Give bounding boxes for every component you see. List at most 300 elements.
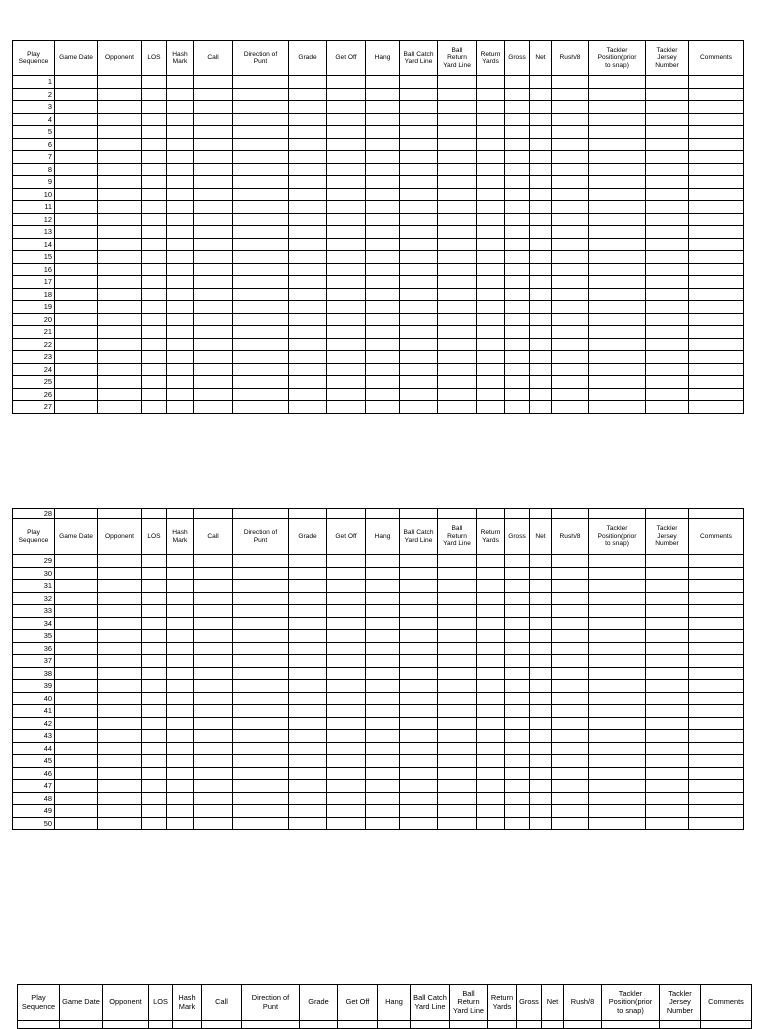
cell-hash-mark[interactable] bbox=[167, 326, 194, 339]
cell-call[interactable] bbox=[194, 742, 233, 755]
cell-ball-return-yard-line[interactable] bbox=[438, 642, 477, 655]
cell-hash-mark[interactable] bbox=[167, 567, 194, 580]
cell-game-date[interactable] bbox=[55, 692, 98, 705]
cell-rush-8[interactable] bbox=[552, 163, 589, 176]
cell-grade[interactable] bbox=[289, 617, 327, 630]
cell-direction-of-punt[interactable] bbox=[233, 226, 289, 239]
cell-tackler-jersey-number[interactable] bbox=[646, 313, 689, 326]
cell-grade[interactable] bbox=[289, 326, 327, 339]
cell-grade[interactable] bbox=[289, 592, 327, 605]
cell-rush-8[interactable] bbox=[552, 730, 589, 743]
cell-gross[interactable] bbox=[505, 151, 530, 164]
cell-hang[interactable] bbox=[366, 188, 400, 201]
cell-hash-mark[interactable] bbox=[167, 363, 194, 376]
cell-gross[interactable] bbox=[505, 101, 530, 114]
cell-tackler-position[interactable] bbox=[589, 555, 646, 568]
cell-direction-of-punt[interactable] bbox=[233, 667, 289, 680]
cell-return-yards[interactable] bbox=[477, 238, 505, 251]
cell-direction-of-punt[interactable] bbox=[233, 805, 289, 818]
cell-hash-mark[interactable] bbox=[167, 555, 194, 568]
cell-ball-catch-yard-line[interactable] bbox=[400, 755, 438, 768]
cell-gross[interactable] bbox=[505, 592, 530, 605]
cell-opponent[interactable] bbox=[98, 755, 142, 768]
cell-los[interactable] bbox=[142, 401, 167, 414]
cell-rush-8[interactable] bbox=[552, 805, 589, 818]
cell-net[interactable] bbox=[530, 780, 552, 793]
cell-tackler-position[interactable] bbox=[589, 238, 646, 251]
cell-tackler-jersey-number[interactable] bbox=[646, 101, 689, 114]
cell-direction-of-punt[interactable] bbox=[233, 509, 289, 519]
cell-hash-mark[interactable] bbox=[167, 151, 194, 164]
cell-call[interactable] bbox=[194, 113, 233, 126]
cell-ball-return-yard-line[interactable] bbox=[438, 805, 477, 818]
cell-comments[interactable] bbox=[689, 351, 744, 364]
cell-rush-8[interactable] bbox=[564, 1021, 602, 1029]
cell-direction-of-punt[interactable] bbox=[233, 188, 289, 201]
cell-net[interactable] bbox=[530, 363, 552, 376]
cell-tackler-jersey-number[interactable] bbox=[646, 592, 689, 605]
cell-return-yards[interactable] bbox=[477, 680, 505, 693]
cell-grade[interactable] bbox=[289, 717, 327, 730]
cell-direction-of-punt[interactable] bbox=[233, 755, 289, 768]
cell-game-date[interactable] bbox=[55, 338, 98, 351]
cell-direction-of-punt[interactable] bbox=[233, 580, 289, 593]
cell-hang[interactable] bbox=[366, 667, 400, 680]
cell-opponent[interactable] bbox=[98, 113, 142, 126]
cell-hang[interactable] bbox=[366, 717, 400, 730]
cell-gross[interactable] bbox=[505, 351, 530, 364]
cell-ball-return-yard-line[interactable] bbox=[438, 276, 477, 289]
cell-get-off[interactable] bbox=[327, 101, 366, 114]
cell-grade[interactable] bbox=[289, 113, 327, 126]
cell-los[interactable] bbox=[142, 630, 167, 643]
cell-game-date[interactable] bbox=[55, 605, 98, 618]
cell-rush-8[interactable] bbox=[552, 667, 589, 680]
cell-ball-catch-yard-line[interactable] bbox=[400, 780, 438, 793]
cell-hash-mark[interactable] bbox=[167, 667, 194, 680]
cell-ball-return-yard-line[interactable] bbox=[438, 401, 477, 414]
cell-grade[interactable] bbox=[289, 642, 327, 655]
cell-net[interactable] bbox=[530, 742, 552, 755]
cell-game-date[interactable] bbox=[55, 680, 98, 693]
cell-comments[interactable] bbox=[689, 138, 744, 151]
cell-return-yards[interactable] bbox=[477, 388, 505, 401]
cell-comments[interactable] bbox=[689, 376, 744, 389]
cell-return-yards[interactable] bbox=[477, 580, 505, 593]
cell-call[interactable] bbox=[194, 680, 233, 693]
cell-comments[interactable] bbox=[689, 176, 744, 189]
cell-tackler-jersey-number[interactable] bbox=[646, 176, 689, 189]
cell-game-date[interactable] bbox=[55, 263, 98, 276]
cell-direction-of-punt[interactable] bbox=[233, 388, 289, 401]
cell-hash-mark[interactable] bbox=[167, 101, 194, 114]
cell-ball-catch-yard-line[interactable] bbox=[400, 730, 438, 743]
cell-tackler-position[interactable] bbox=[589, 88, 646, 101]
cell-grade[interactable] bbox=[289, 313, 327, 326]
cell-ball-return-yard-line[interactable] bbox=[438, 238, 477, 251]
cell-direction-of-punt[interactable] bbox=[233, 288, 289, 301]
cell-net[interactable] bbox=[530, 680, 552, 693]
cell-get-off[interactable] bbox=[327, 680, 366, 693]
cell-gross[interactable] bbox=[505, 276, 530, 289]
cell-ball-catch-yard-line[interactable] bbox=[400, 642, 438, 655]
cell-tackler-jersey-number[interactable] bbox=[646, 238, 689, 251]
cell-ball-catch-yard-line[interactable] bbox=[400, 363, 438, 376]
cell-tackler-jersey-number[interactable] bbox=[646, 213, 689, 226]
cell-net[interactable] bbox=[530, 313, 552, 326]
cell-gross[interactable] bbox=[505, 692, 530, 705]
cell-los[interactable] bbox=[142, 692, 167, 705]
cell-gross[interactable] bbox=[505, 401, 530, 414]
cell-call[interactable] bbox=[194, 188, 233, 201]
cell-game-date[interactable] bbox=[55, 176, 98, 189]
cell-opponent[interactable] bbox=[98, 592, 142, 605]
cell-los[interactable] bbox=[142, 76, 167, 89]
cell-hang[interactable] bbox=[366, 705, 400, 718]
cell-call[interactable] bbox=[194, 630, 233, 643]
cell-opponent[interactable] bbox=[98, 351, 142, 364]
cell-get-off[interactable] bbox=[327, 642, 366, 655]
cell-rush-8[interactable] bbox=[552, 630, 589, 643]
cell-direction-of-punt[interactable] bbox=[233, 113, 289, 126]
cell-gross[interactable] bbox=[505, 88, 530, 101]
cell-hash-mark[interactable] bbox=[167, 88, 194, 101]
cell-ball-catch-yard-line[interactable] bbox=[400, 251, 438, 264]
cell-los[interactable] bbox=[149, 1021, 173, 1029]
cell-ball-return-yard-line[interactable] bbox=[438, 163, 477, 176]
cell-grade[interactable] bbox=[289, 338, 327, 351]
cell-los[interactable] bbox=[142, 363, 167, 376]
cell-tackler-position[interactable] bbox=[602, 1021, 660, 1029]
cell-tackler-jersey-number[interactable] bbox=[646, 580, 689, 593]
cell-direction-of-punt[interactable] bbox=[233, 617, 289, 630]
cell-get-off[interactable] bbox=[327, 742, 366, 755]
cell-gross[interactable] bbox=[505, 176, 530, 189]
cell-tackler-position[interactable] bbox=[589, 805, 646, 818]
cell-comments[interactable] bbox=[689, 792, 744, 805]
cell-ball-catch-yard-line[interactable] bbox=[400, 555, 438, 568]
cell-direction-of-punt[interactable] bbox=[233, 792, 289, 805]
cell-opponent[interactable] bbox=[98, 642, 142, 655]
cell-hash-mark[interactable] bbox=[167, 805, 194, 818]
cell-ball-catch-yard-line[interactable] bbox=[400, 692, 438, 705]
cell-ball-return-yard-line[interactable] bbox=[438, 376, 477, 389]
cell-direction-of-punt[interactable] bbox=[233, 567, 289, 580]
cell-ball-return-yard-line[interactable] bbox=[438, 692, 477, 705]
cell-hang[interactable] bbox=[366, 680, 400, 693]
cell-los[interactable] bbox=[142, 326, 167, 339]
cell-ball-catch-yard-line[interactable] bbox=[400, 742, 438, 755]
cell-opponent[interactable] bbox=[98, 363, 142, 376]
cell-rush-8[interactable] bbox=[552, 113, 589, 126]
cell-net[interactable] bbox=[530, 388, 552, 401]
cell-tackler-position[interactable] bbox=[589, 101, 646, 114]
cell-tackler-jersey-number[interactable] bbox=[646, 692, 689, 705]
cell-return-yards[interactable] bbox=[477, 138, 505, 151]
cell-opponent[interactable] bbox=[98, 617, 142, 630]
cell-tackler-jersey-number[interactable] bbox=[646, 126, 689, 139]
cell-call[interactable] bbox=[194, 201, 233, 214]
cell-tackler-position[interactable] bbox=[589, 705, 646, 718]
cell-net[interactable] bbox=[530, 126, 552, 139]
cell-call[interactable] bbox=[194, 126, 233, 139]
cell-ball-return-yard-line[interactable] bbox=[438, 717, 477, 730]
cell-net[interactable] bbox=[530, 151, 552, 164]
cell-los[interactable] bbox=[142, 88, 167, 101]
cell-ball-return-yard-line[interactable] bbox=[438, 509, 477, 519]
cell-game-date[interactable] bbox=[55, 705, 98, 718]
cell-hang[interactable] bbox=[366, 338, 400, 351]
cell-get-off[interactable] bbox=[327, 767, 366, 780]
cell-ball-catch-yard-line[interactable] bbox=[400, 226, 438, 239]
cell-return-yards[interactable] bbox=[477, 101, 505, 114]
cell-comments[interactable] bbox=[689, 188, 744, 201]
cell-rush-8[interactable] bbox=[552, 338, 589, 351]
cell-los[interactable] bbox=[142, 655, 167, 668]
cell-grade[interactable] bbox=[289, 201, 327, 214]
cell-gross[interactable] bbox=[505, 642, 530, 655]
cell-direction-of-punt[interactable] bbox=[233, 655, 289, 668]
cell-direction-of-punt[interactable] bbox=[233, 730, 289, 743]
cell-grade[interactable] bbox=[289, 238, 327, 251]
cell-hang[interactable] bbox=[366, 792, 400, 805]
cell-call[interactable] bbox=[202, 1021, 242, 1029]
cell-tackler-jersey-number[interactable] bbox=[646, 401, 689, 414]
cell-rush-8[interactable] bbox=[552, 226, 589, 239]
cell-call[interactable] bbox=[194, 138, 233, 151]
cell-grade[interactable] bbox=[289, 509, 327, 519]
cell-return-yards[interactable] bbox=[477, 313, 505, 326]
cell-tackler-jersey-number[interactable] bbox=[646, 742, 689, 755]
cell-call[interactable] bbox=[194, 338, 233, 351]
cell-return-yards[interactable] bbox=[477, 730, 505, 743]
cell-direction-of-punt[interactable] bbox=[233, 401, 289, 414]
cell-hang[interactable] bbox=[366, 88, 400, 101]
cell-net[interactable] bbox=[530, 113, 552, 126]
cell-direction-of-punt[interactable] bbox=[233, 301, 289, 314]
cell-net[interactable] bbox=[530, 401, 552, 414]
cell-ball-return-yard-line[interactable] bbox=[438, 288, 477, 301]
cell-hash-mark[interactable] bbox=[167, 388, 194, 401]
cell-comments[interactable] bbox=[689, 580, 744, 593]
cell-direction-of-punt[interactable] bbox=[233, 263, 289, 276]
cell-ball-catch-yard-line[interactable] bbox=[400, 667, 438, 680]
cell-get-off[interactable] bbox=[327, 692, 366, 705]
cell-tackler-jersey-number[interactable] bbox=[646, 780, 689, 793]
cell-comments[interactable] bbox=[689, 213, 744, 226]
cell-comments[interactable] bbox=[689, 730, 744, 743]
cell-comments[interactable] bbox=[689, 126, 744, 139]
cell-get-off[interactable] bbox=[327, 363, 366, 376]
cell-hash-mark[interactable] bbox=[167, 592, 194, 605]
cell-net[interactable] bbox=[530, 767, 552, 780]
cell-return-yards[interactable] bbox=[477, 401, 505, 414]
cell-hang[interactable] bbox=[366, 692, 400, 705]
cell-hash-mark[interactable] bbox=[167, 126, 194, 139]
cell-direction-of-punt[interactable] bbox=[233, 176, 289, 189]
cell-rush-8[interactable] bbox=[552, 301, 589, 314]
cell-comments[interactable] bbox=[689, 617, 744, 630]
cell-net[interactable] bbox=[530, 238, 552, 251]
cell-ball-return-yard-line[interactable] bbox=[438, 388, 477, 401]
cell-game-date[interactable] bbox=[55, 817, 98, 830]
cell-ball-catch-yard-line[interactable] bbox=[400, 301, 438, 314]
cell-los[interactable] bbox=[142, 680, 167, 693]
cell-rush-8[interactable] bbox=[552, 717, 589, 730]
cell-hash-mark[interactable] bbox=[167, 276, 194, 289]
cell-ball-return-yard-line[interactable] bbox=[438, 213, 477, 226]
cell-return-yards[interactable] bbox=[477, 667, 505, 680]
cell-hash-mark[interactable] bbox=[167, 730, 194, 743]
cell-ball-return-yard-line[interactable] bbox=[438, 176, 477, 189]
cell-rush-8[interactable] bbox=[552, 251, 589, 264]
cell-grade[interactable] bbox=[289, 692, 327, 705]
cell-grade[interactable] bbox=[289, 655, 327, 668]
cell-los[interactable] bbox=[142, 113, 167, 126]
cell-net[interactable] bbox=[530, 705, 552, 718]
cell-rush-8[interactable] bbox=[552, 580, 589, 593]
cell-opponent[interactable] bbox=[98, 326, 142, 339]
cell-tackler-jersey-number[interactable] bbox=[646, 376, 689, 389]
cell-rush-8[interactable] bbox=[552, 401, 589, 414]
cell-net[interactable] bbox=[530, 288, 552, 301]
cell-tackler-position[interactable] bbox=[589, 326, 646, 339]
cell-hang[interactable] bbox=[366, 226, 400, 239]
cell-call[interactable] bbox=[194, 363, 233, 376]
cell-hash-mark[interactable] bbox=[167, 742, 194, 755]
cell-comments[interactable] bbox=[689, 326, 744, 339]
cell-rush-8[interactable] bbox=[552, 138, 589, 151]
cell-tackler-jersey-number[interactable] bbox=[646, 767, 689, 780]
cell-return-yards[interactable] bbox=[477, 201, 505, 214]
cell-rush-8[interactable] bbox=[552, 655, 589, 668]
cell-comments[interactable] bbox=[689, 767, 744, 780]
cell-get-off[interactable] bbox=[327, 113, 366, 126]
cell-rush-8[interactable] bbox=[552, 680, 589, 693]
cell-ball-catch-yard-line[interactable] bbox=[400, 101, 438, 114]
cell-return-yards[interactable] bbox=[477, 213, 505, 226]
cell-get-off[interactable] bbox=[327, 276, 366, 289]
cell-return-yards[interactable] bbox=[477, 251, 505, 264]
cell-game-date[interactable] bbox=[55, 288, 98, 301]
cell-game-date[interactable] bbox=[55, 188, 98, 201]
cell-opponent[interactable] bbox=[98, 138, 142, 151]
cell-get-off[interactable] bbox=[327, 817, 366, 830]
cell-hang[interactable] bbox=[366, 238, 400, 251]
cell-tackler-jersey-number[interactable] bbox=[646, 201, 689, 214]
cell-game-date[interactable] bbox=[55, 138, 98, 151]
cell-ball-catch-yard-line[interactable] bbox=[400, 76, 438, 89]
cell-ball-catch-yard-line[interactable] bbox=[400, 138, 438, 151]
cell-hang[interactable] bbox=[366, 138, 400, 151]
cell-comments[interactable] bbox=[689, 313, 744, 326]
cell-gross[interactable] bbox=[505, 730, 530, 743]
cell-rush-8[interactable] bbox=[552, 792, 589, 805]
cell-hash-mark[interactable] bbox=[167, 755, 194, 768]
cell-tackler-position[interactable] bbox=[589, 338, 646, 351]
cell-call[interactable] bbox=[194, 605, 233, 618]
cell-rush-8[interactable] bbox=[552, 126, 589, 139]
cell-get-off[interactable] bbox=[327, 251, 366, 264]
cell-ball-catch-yard-line[interactable] bbox=[411, 1021, 450, 1029]
cell-get-off[interactable] bbox=[327, 805, 366, 818]
cell-los[interactable] bbox=[142, 592, 167, 605]
cell-ball-catch-yard-line[interactable] bbox=[400, 126, 438, 139]
cell-rush-8[interactable] bbox=[552, 742, 589, 755]
cell-net[interactable] bbox=[530, 692, 552, 705]
cell-hang[interactable] bbox=[366, 288, 400, 301]
cell-ball-return-yard-line[interactable] bbox=[438, 263, 477, 276]
cell-return-yards[interactable] bbox=[477, 188, 505, 201]
cell-call[interactable] bbox=[194, 805, 233, 818]
cell-rush-8[interactable] bbox=[552, 509, 589, 519]
cell-net[interactable] bbox=[530, 301, 552, 314]
cell-ball-return-yard-line[interactable] bbox=[438, 251, 477, 264]
cell-ball-return-yard-line[interactable] bbox=[438, 655, 477, 668]
cell-gross[interactable] bbox=[505, 705, 530, 718]
cell-opponent[interactable] bbox=[98, 226, 142, 239]
cell-direction-of-punt[interactable] bbox=[233, 592, 289, 605]
cell-ball-catch-yard-line[interactable] bbox=[400, 567, 438, 580]
cell-rush-8[interactable] bbox=[552, 151, 589, 164]
cell-ball-return-yard-line[interactable] bbox=[438, 126, 477, 139]
cell-gross[interactable] bbox=[505, 313, 530, 326]
cell-direction-of-punt[interactable] bbox=[233, 817, 289, 830]
cell-ball-return-yard-line[interactable] bbox=[438, 605, 477, 618]
cell-game-date[interactable] bbox=[55, 251, 98, 264]
cell-hash-mark[interactable] bbox=[167, 509, 194, 519]
cell-tackler-position[interactable] bbox=[589, 667, 646, 680]
cell-game-date[interactable] bbox=[55, 630, 98, 643]
cell-direction-of-punt[interactable] bbox=[233, 313, 289, 326]
cell-comments[interactable] bbox=[689, 655, 744, 668]
cell-direction-of-punt[interactable] bbox=[233, 126, 289, 139]
cell-grade[interactable] bbox=[300, 1021, 338, 1029]
cell-gross[interactable] bbox=[505, 617, 530, 630]
cell-ball-return-yard-line[interactable] bbox=[438, 113, 477, 126]
cell-grade[interactable] bbox=[289, 792, 327, 805]
cell-gross[interactable] bbox=[505, 817, 530, 830]
cell-call[interactable] bbox=[194, 151, 233, 164]
cell-hash-mark[interactable] bbox=[167, 301, 194, 314]
cell-net[interactable] bbox=[530, 263, 552, 276]
cell-hash-mark[interactable] bbox=[167, 605, 194, 618]
cell-direction-of-punt[interactable] bbox=[233, 717, 289, 730]
cell-ball-return-yard-line[interactable] bbox=[438, 755, 477, 768]
cell-return-yards[interactable] bbox=[477, 126, 505, 139]
cell-comments[interactable] bbox=[689, 301, 744, 314]
cell-ball-catch-yard-line[interactable] bbox=[400, 617, 438, 630]
cell-los[interactable] bbox=[142, 163, 167, 176]
cell-hash-mark[interactable] bbox=[167, 655, 194, 668]
cell-grade[interactable] bbox=[289, 76, 327, 89]
cell-direction-of-punt[interactable] bbox=[233, 363, 289, 376]
cell-hang[interactable] bbox=[366, 555, 400, 568]
cell-los[interactable] bbox=[142, 617, 167, 630]
cell-tackler-position[interactable] bbox=[589, 276, 646, 289]
cell-tackler-position[interactable] bbox=[589, 388, 646, 401]
cell-ball-catch-yard-line[interactable] bbox=[400, 388, 438, 401]
cell-direction-of-punt[interactable] bbox=[233, 213, 289, 226]
cell-get-off[interactable] bbox=[327, 226, 366, 239]
cell-game-date[interactable] bbox=[55, 617, 98, 630]
cell-tackler-position[interactable] bbox=[589, 730, 646, 743]
cell-comments[interactable] bbox=[689, 113, 744, 126]
cell-rush-8[interactable] bbox=[552, 592, 589, 605]
cell-comments[interactable] bbox=[689, 163, 744, 176]
cell-ball-catch-yard-line[interactable] bbox=[400, 376, 438, 389]
cell-tackler-position[interactable] bbox=[589, 301, 646, 314]
